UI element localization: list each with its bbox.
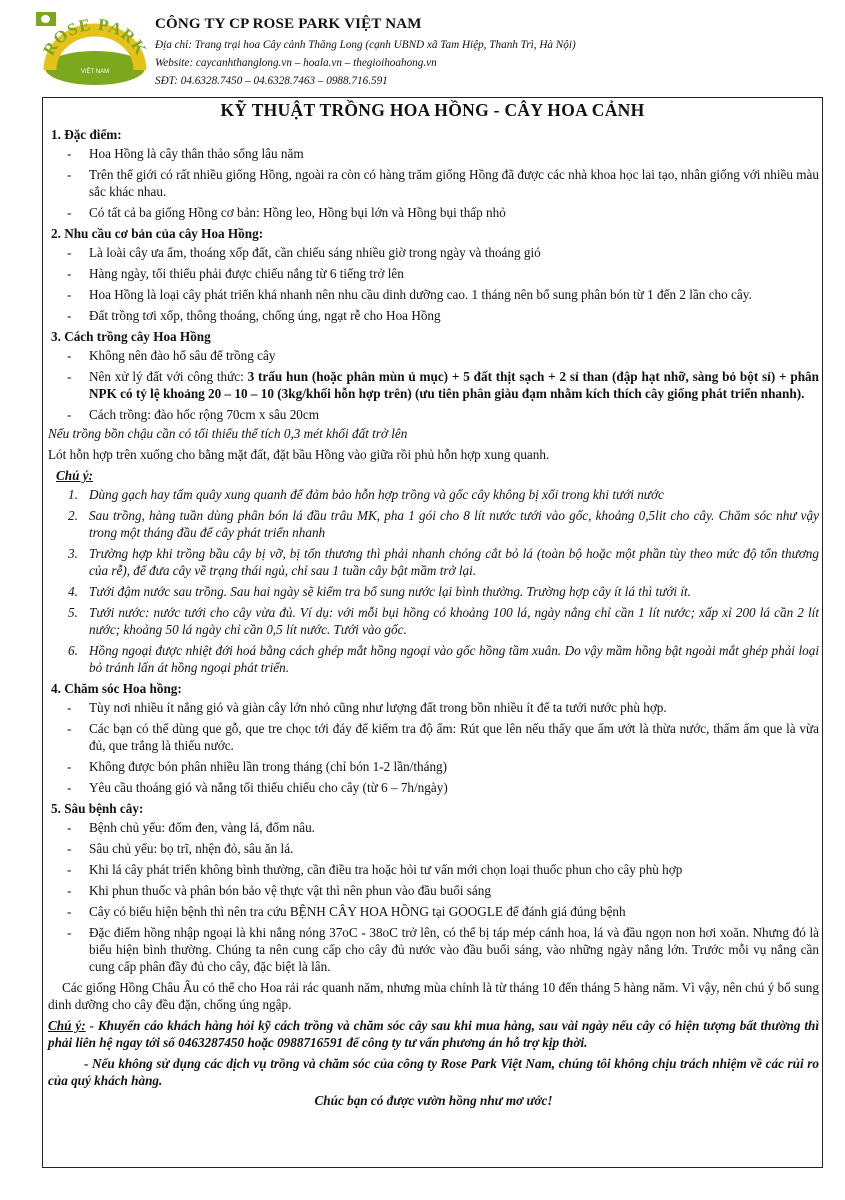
soil-formula: 3 trấu hun (hoặc phân mùn ủ mục) + 5 đất thịt sạch + 2 sỉ than (đập hạt nhỡ, sàng bỏ bột sỉ) + phân NPK có tỷ lệ khoảng 20 – 10 – 10 (3kg/khối hỗn hợp trên) (ưu tiên phân giàu đạm nhằm kích thích cây giống phát triển nhanh).	[89, 369, 819, 401]
note-item: 4. Tưới đậm nước sau trồng. Sau hai ngày sẽ kiểm tra bổ sung nước lại bình thường. Trường hợp cây ít lá thì tưới ít.	[68, 584, 691, 599]
letterhead	[0, 0, 845, 100]
notes-list	[48, 486, 819, 676]
list-item: - Đặc điểm hồng nhập ngoại là khi nắng nóng 37oC - 38oC trở lên, có thể bị táp mép cánh hoa, lá và đầu ngọn non hơi xoăn. Nhưng đó là biểu hiện bình thường. Chúng ta nên cung cấp cho cây đủ nước vào đầu buổi sáng, vào những ngày nắng lớn. Trước mỗi vụ nắng cần cung cấp phân đầy đủ cho cây, đặc biệt là lân.	[48, 924, 819, 975]
season-paragraph: Các giống Hồng Châu Âu có thể cho Hoa rải rác quanh năm, nhưng mùa chính là từ tháng 10 đến tháng 5 hàng năm. Vì vậy, nên chú ý bổ sung dinh dưỡng cho cây đều đặn, chống úng ngập.	[48, 980, 819, 1012]
planting-list	[48, 347, 819, 423]
soil-formula-intro: Nên xử lý đất với công thức:	[89, 369, 248, 384]
list-item: - Cây có biểu hiện bệnh thì nên tra cứu BỆNH CÂY HOA HỒNG tại GOOGLE để đánh giá đúng bệnh	[48, 903, 819, 920]
pot-volume-note: Nếu trồng bồn chậu cần có tối thiểu thể tích 0,3 mét khối đất trở lên	[48, 426, 408, 441]
list-item: - Hàng ngày, tối thiểu phải được chiếu nắng từ 6 tiếng trở lên	[48, 265, 819, 282]
list-item: - Khi lá cây phát triển không bình thường, cần điều tra hoặc hỏi tư vấn mới chọn loại thuốc phun cho cây phù hợp	[48, 861, 819, 878]
list-item: - Sâu chủ yếu: bọ trĩ, nhện đỏ, sâu ăn lá.	[48, 840, 819, 857]
list-item: - Bệnh chủ yếu: đốm đen, vàng lá, đốm nâu.	[48, 819, 819, 836]
note-item: 3. Trường hợp khi trồng bầu cây bị vỡ, bị tổn thương thì phải nhanh chóng cắt bỏ lá (toàn bộ hoặc một phần tùy theo mức độ tổn thương của rễ), để đưa cây về trạng thái ngủ, chỉ sau 1 tuần cây bật mầm trở lại.	[68, 546, 819, 578]
features-list	[48, 145, 819, 221]
section-heading-planting: 3. Cách trồng cây Hoa Hồng	[51, 329, 211, 344]
planting-instruction: Lót hỗn hợp trên xuống cho bằng mặt đất, đặt bầu Hồng vào giữa rồi phủ hỗn hợp xung quanh.	[48, 447, 550, 462]
document-body	[48, 124, 819, 1109]
content-box	[42, 97, 823, 1168]
list-item: - Đất trồng tơi xốp, thông thoáng, chống úng, ngạt rễ cho Hoa Hồng	[48, 307, 819, 324]
rose-park-logo	[36, 18, 154, 90]
company-address: Địa chỉ: Trang trại hoa Cây cảnh Thăng Long (cạnh UBND xã Tam Hiệp, Thanh Trì, Hà Nội)	[155, 39, 576, 51]
list-item: - Yêu cầu thoáng gió và nắng tối thiểu chiếu cho cây (từ 6 – 7h/ngày)	[48, 779, 819, 796]
list-item: - Khi phun thuốc và phân bón bảo vệ thực vật thì nên phun vào đầu buổi sáng	[48, 882, 819, 899]
list-item: - Trên thế giới có rất nhiều giống Hồng, ngoài ra còn có hàng trăm giống Hồng đã được các nhà khoa học lai tạo, nhân giống với nhiều màu sắc khác nhau.	[48, 166, 819, 200]
closing-line: Chúc bạn có được vườn hồng như mơ ước!	[314, 1093, 553, 1108]
care-list	[48, 699, 819, 796]
section-heading-features: 1. Đặc điểm:	[51, 127, 122, 142]
pests-list	[48, 819, 819, 975]
disclaimer: - Nếu không sử dụng các dịch vụ trồng và chăm sóc của công ty Rose Park Việt Nam, chúng tôi không chịu trách nhiệm về các rủi ro của quý khách hàng.	[48, 1056, 819, 1088]
list-item	[48, 368, 819, 402]
section-heading-care: 4. Chăm sóc Hoa hồng:	[51, 681, 182, 696]
list-item: - Không nên đào hố sâu để trồng cây	[48, 347, 819, 364]
list-item: - Không được bón phân nhiều lần trong tháng (chỉ bón 1-2 lần/tháng)	[48, 758, 819, 775]
logo-subtext: VIỆT NAM	[80, 69, 110, 75]
list-item: - Là loài cây ưa ẩm, thoáng xốp đất, cần chiếu sáng nhiều giờ trong ngày và thoáng gió	[48, 244, 819, 261]
note-item: 5. Tưới nước: nước tưới cho cây vừa đủ. Ví dụ: với mỗi bụi hồng có khoảng 100 lá, ngày nắng chỉ cần 1 lít nước; xấp xỉ 200 lá cần 2 lít nước; khoảng 50 lá ngày chỉ cần 0,5 lít nước. Tưới vào gốc.	[68, 605, 819, 637]
company-website: Website: caycanhthanglong.vn – hoala.vn – thegioihoahong.vn	[155, 57, 437, 69]
list-item: - Hoa Hồng là cây thân thảo sống lâu năm	[48, 145, 819, 162]
list-item: - Tùy nơi nhiều ít nắng gió và giàn cây lớn nhỏ cũng như lượng đất trong bồn nhiều ít để ta tưới nước phù hợp.	[48, 699, 819, 716]
final-note-label: Chú ý:	[48, 1018, 86, 1033]
section-heading-needs: 2. Nhu cầu cơ bản của cây Hoa Hồng:	[51, 226, 264, 241]
company-name: CÔNG TY CP ROSE PARK VIỆT NAM	[155, 16, 422, 32]
final-note	[48, 1017, 819, 1051]
note-item: 1. Dùng gạch hay tấm quây xung quanh để đảm bảo hỗn hợp trồng và gốc cây không bị xối trong khi tưới nước	[68, 487, 664, 502]
list-item: - Có tất cả ba giống Hồng cơ bản: Hồng leo, Hồng bụi lớn và Hồng bụi thấp nhỏ	[48, 204, 819, 221]
list-item: - Hoa Hồng là loại cây phát triển khá nhanh nên nhu cầu dinh dưỡng cao. 1 tháng nên bổ sung phân bón từ 1 đến 2 lần cho cây.	[48, 286, 819, 303]
logo-text: ROSE PARK	[39, 18, 151, 59]
section-heading-pests: 5. Sâu bệnh cây:	[51, 801, 144, 816]
needs-list	[48, 244, 819, 324]
company-phone: SĐT: 04.6328.7450 – 04.6328.7463 – 0988.716.591	[155, 75, 388, 87]
note-item: 2. Sau trồng, hàng tuần dùng phân bón lá đầu trâu MK, pha 1 gói cho 8 lít nước tưới vào gốc, khoảng 0,5lit cho cây. Chăm sóc như vậy trong một tháng đầu để cây phát triển nhanh	[68, 508, 819, 540]
final-note-text: - Khuyến cáo khách hàng hỏi kỹ cách trồng và chăm sóc cây sau khi mua hàng, sau vài ngày nếu cây có hiện tượng bất thường thì phải liên hệ ngay tới số 0463287450 hoặc 0988716591 để công ty tư vấn phương án hỗ trợ kịp thời.	[48, 1018, 819, 1050]
notes-heading: Chú ý:	[56, 468, 94, 483]
list-item: - Cách trồng: đào hốc rộng 70cm x sâu 20cm	[48, 406, 819, 423]
note-item: 6. Hồng ngoại được nhiệt đới hoá bằng cách ghép mắt hồng ngoại vào gốc hồng tầm xuân. Do vậy mầm hồng bật ngoài mắt ghép phải loại bỏ tránh lấn át hồng ngoại phát triển.	[68, 643, 819, 675]
page-title: KỸ THUẬT TRỒNG HOA HỒNG - CÂY HOA CẢNH	[220, 100, 645, 120]
list-item: - Các bạn có thể dùng que gỗ, que tre chọc tới đáy để kiểm tra độ ẩm: Rút que lên nếu thấy que ẩm ướt là thừa nước, thấm ẩm que là vừa đủ, que trắng là thiếu nước.	[48, 720, 819, 754]
